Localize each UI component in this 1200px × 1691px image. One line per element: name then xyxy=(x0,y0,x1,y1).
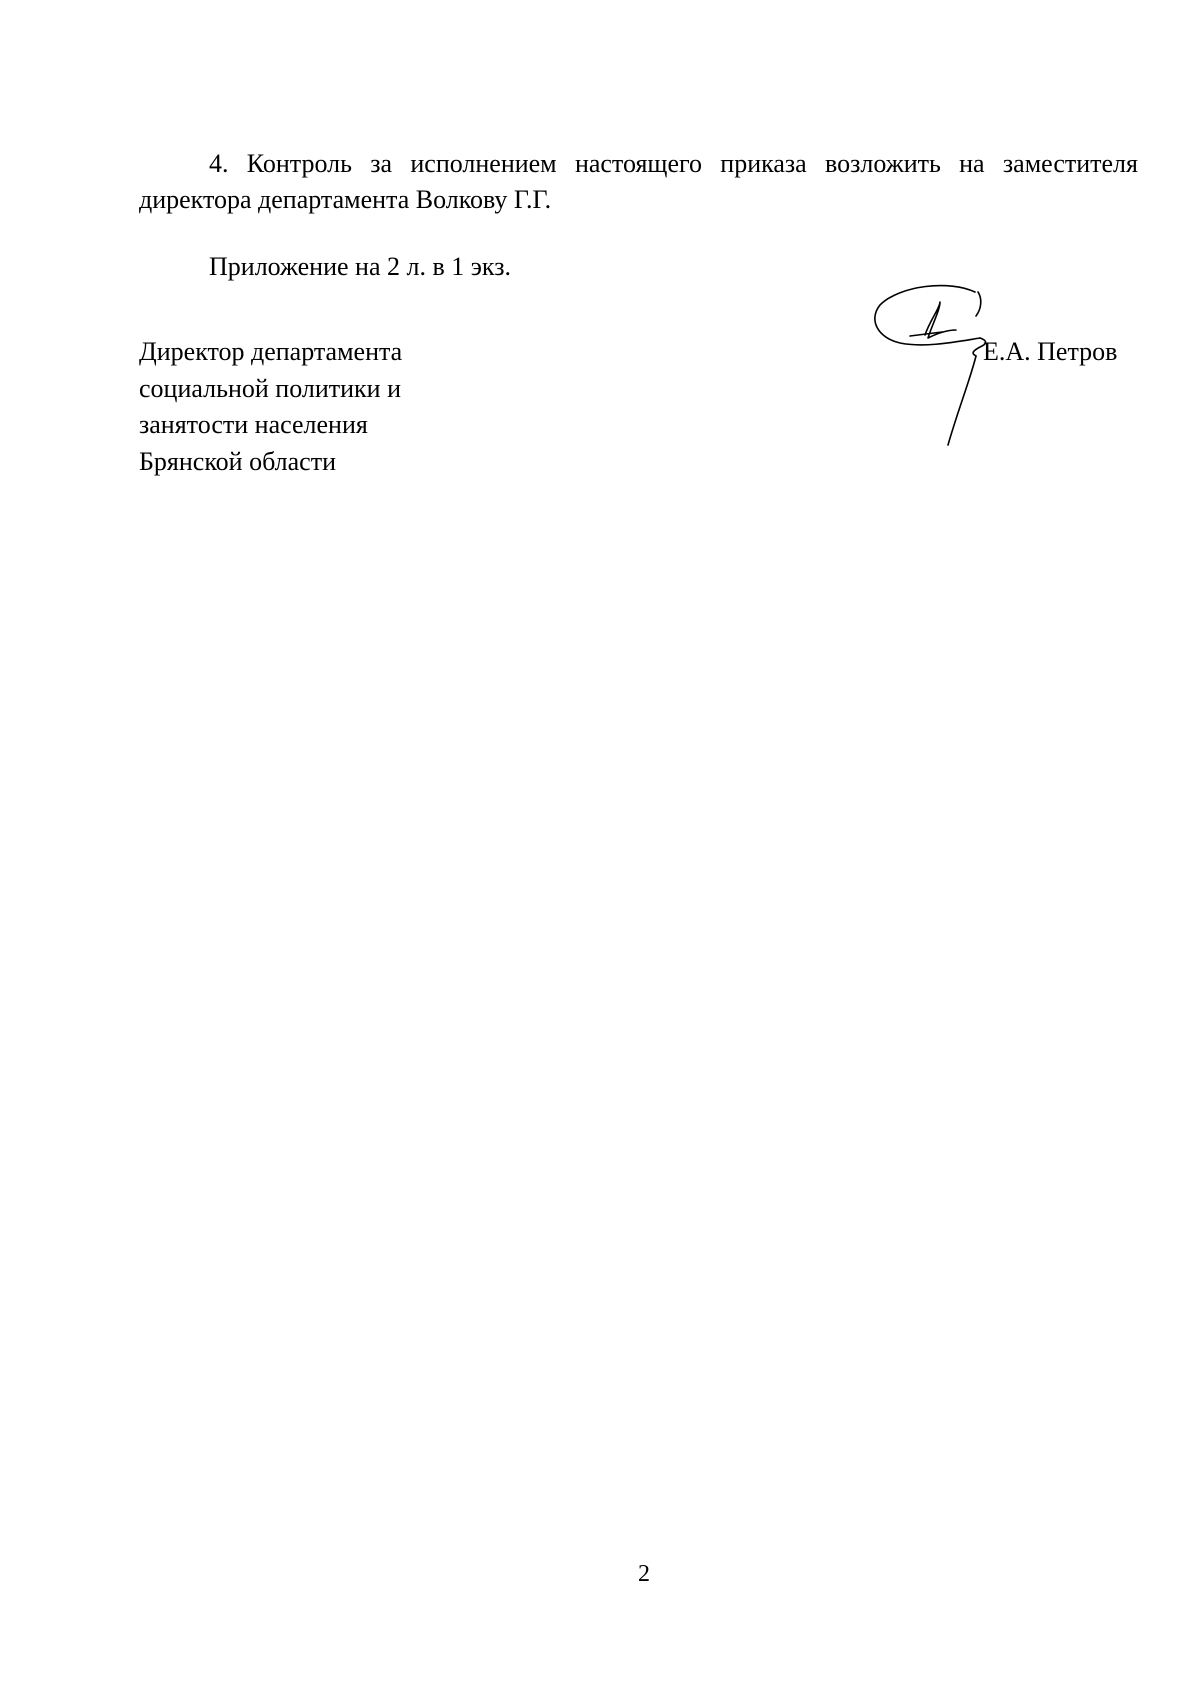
signatory-name: Е.А. Петров xyxy=(983,337,1118,366)
signatory-title-line: социальной политики и xyxy=(139,373,401,403)
signatory-title-line: занятости населения xyxy=(139,410,368,439)
signatory-title xyxy=(139,334,402,480)
handwritten-signature xyxy=(870,280,990,470)
signatory-title-line: Брянской области xyxy=(139,446,336,476)
attachment-note: Приложение на 2 л. в 1 экз. xyxy=(209,252,511,281)
paragraph-control-clause: 4. Контроль за исполнением настоящего приказа возложить на заместителя директора департамента Волкову Г.Г. xyxy=(139,149,1138,214)
signatory-title-line: Директор департамента xyxy=(139,337,403,366)
page-number: 2 xyxy=(638,1561,650,1587)
